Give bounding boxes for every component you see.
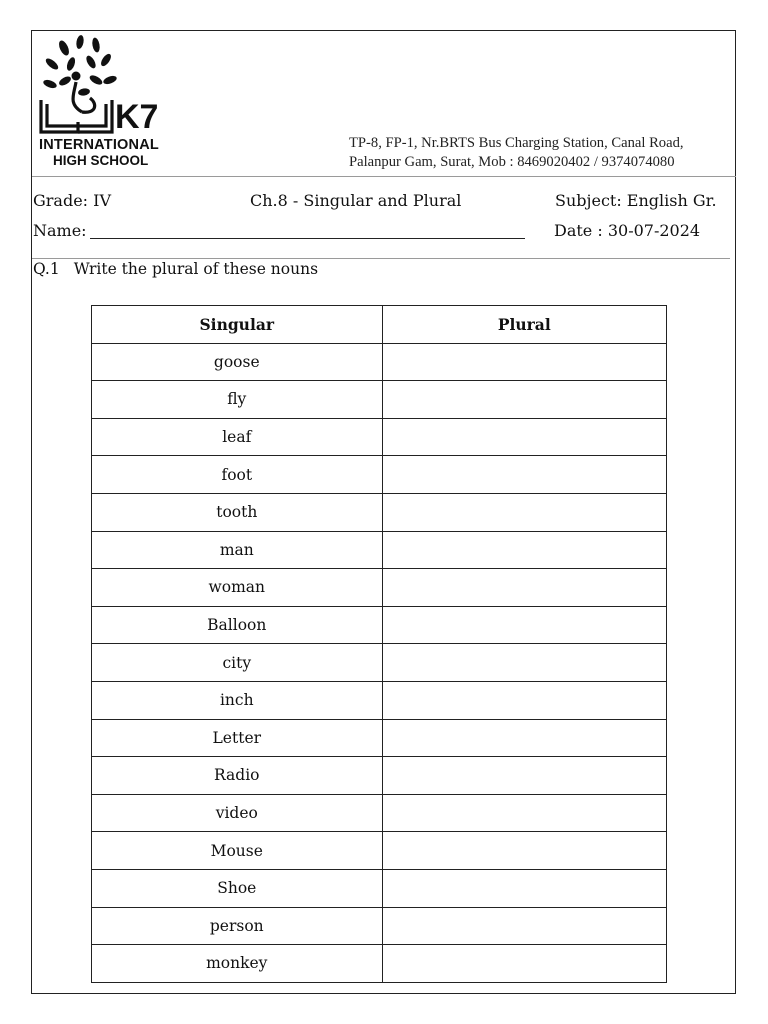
plural-answer-cell[interactable] [382,569,666,607]
school-name-line2: HIGH SCHOOL [53,153,149,168]
plural-header: Plural [382,306,666,344]
table-row [92,832,667,870]
plural-answer-cell[interactable] [382,945,666,983]
plural-answer-cell[interactable] [382,907,666,945]
singular-cell: video [92,794,383,832]
singular-cell: fly [92,381,383,419]
nouns-table [91,305,667,983]
table-row [92,869,667,907]
singular-cell: man [92,531,383,569]
plural-answer-cell[interactable] [382,531,666,569]
table-row [92,343,667,381]
table-row [92,907,667,945]
table-row [92,719,667,757]
table-row [92,945,667,983]
plural-answer-cell[interactable] [382,681,666,719]
plural-answer-cell[interactable] [382,343,666,381]
table-header-row [92,306,667,344]
plural-answer-cell[interactable] [382,869,666,907]
logo-k7: K7 [115,98,159,136]
singular-cell: Radio [92,757,383,795]
singular-cell: monkey [92,945,383,983]
table-row [92,757,667,795]
date-label: Date : 30-07-2024 [554,221,701,240]
plural-answer-cell[interactable] [382,794,666,832]
address-line-2: Palanpur Gam, Surat, Mob : 8469020402 / 9374074080 [349,154,675,170]
chapter-title: Ch.8 - Singular and Plural [250,191,462,210]
plural-answer-cell[interactable] [382,381,666,419]
table-row [92,569,667,607]
plural-answer-cell[interactable] [382,644,666,682]
singular-cell: Balloon [92,606,383,644]
table-row [92,644,667,682]
table-row [92,493,667,531]
plural-answer-cell[interactable] [382,757,666,795]
grade-label: Grade: IV [33,191,112,210]
plural-answer-cell[interactable] [382,606,666,644]
question-number: Q.1 [33,260,60,278]
plural-answer-cell[interactable] [382,418,666,456]
header-divider [32,176,736,177]
table-row [92,531,667,569]
singular-cell: woman [92,569,383,607]
question-1 [33,260,318,278]
singular-cell: Shoe [92,869,383,907]
section-divider [32,258,730,259]
table-row [92,456,667,494]
singular-cell: Mouse [92,832,383,870]
school-address [349,134,739,172]
plural-answer-cell[interactable] [382,832,666,870]
singular-cell: inch [92,681,383,719]
singular-header: Singular [92,306,383,344]
table-row [92,381,667,419]
singular-cell: Letter [92,719,383,757]
singular-cell: person [92,907,383,945]
singular-cell: city [92,644,383,682]
table-row [92,418,667,456]
plural-answer-cell[interactable] [382,456,666,494]
singular-cell: goose [92,343,383,381]
singular-cell: leaf [92,418,383,456]
table-row [92,606,667,644]
singular-cell: tooth [92,493,383,531]
question-text: Write the plural of these nouns [73,260,319,278]
plural-answer-cell[interactable] [382,493,666,531]
singular-cell: foot [92,456,383,494]
name-field[interactable] [90,238,525,239]
address-line-1: TP-8, FP-1, Nr.BRTS Bus Charging Station, Canal Road, [349,135,684,151]
table-row [92,681,667,719]
subject-label: Subject: English Gr. [555,191,717,210]
table-row [92,794,667,832]
plural-answer-cell[interactable] [382,719,666,757]
name-label: Name: [33,221,87,240]
school-name-line1: INTERNATIONAL [39,137,159,153]
